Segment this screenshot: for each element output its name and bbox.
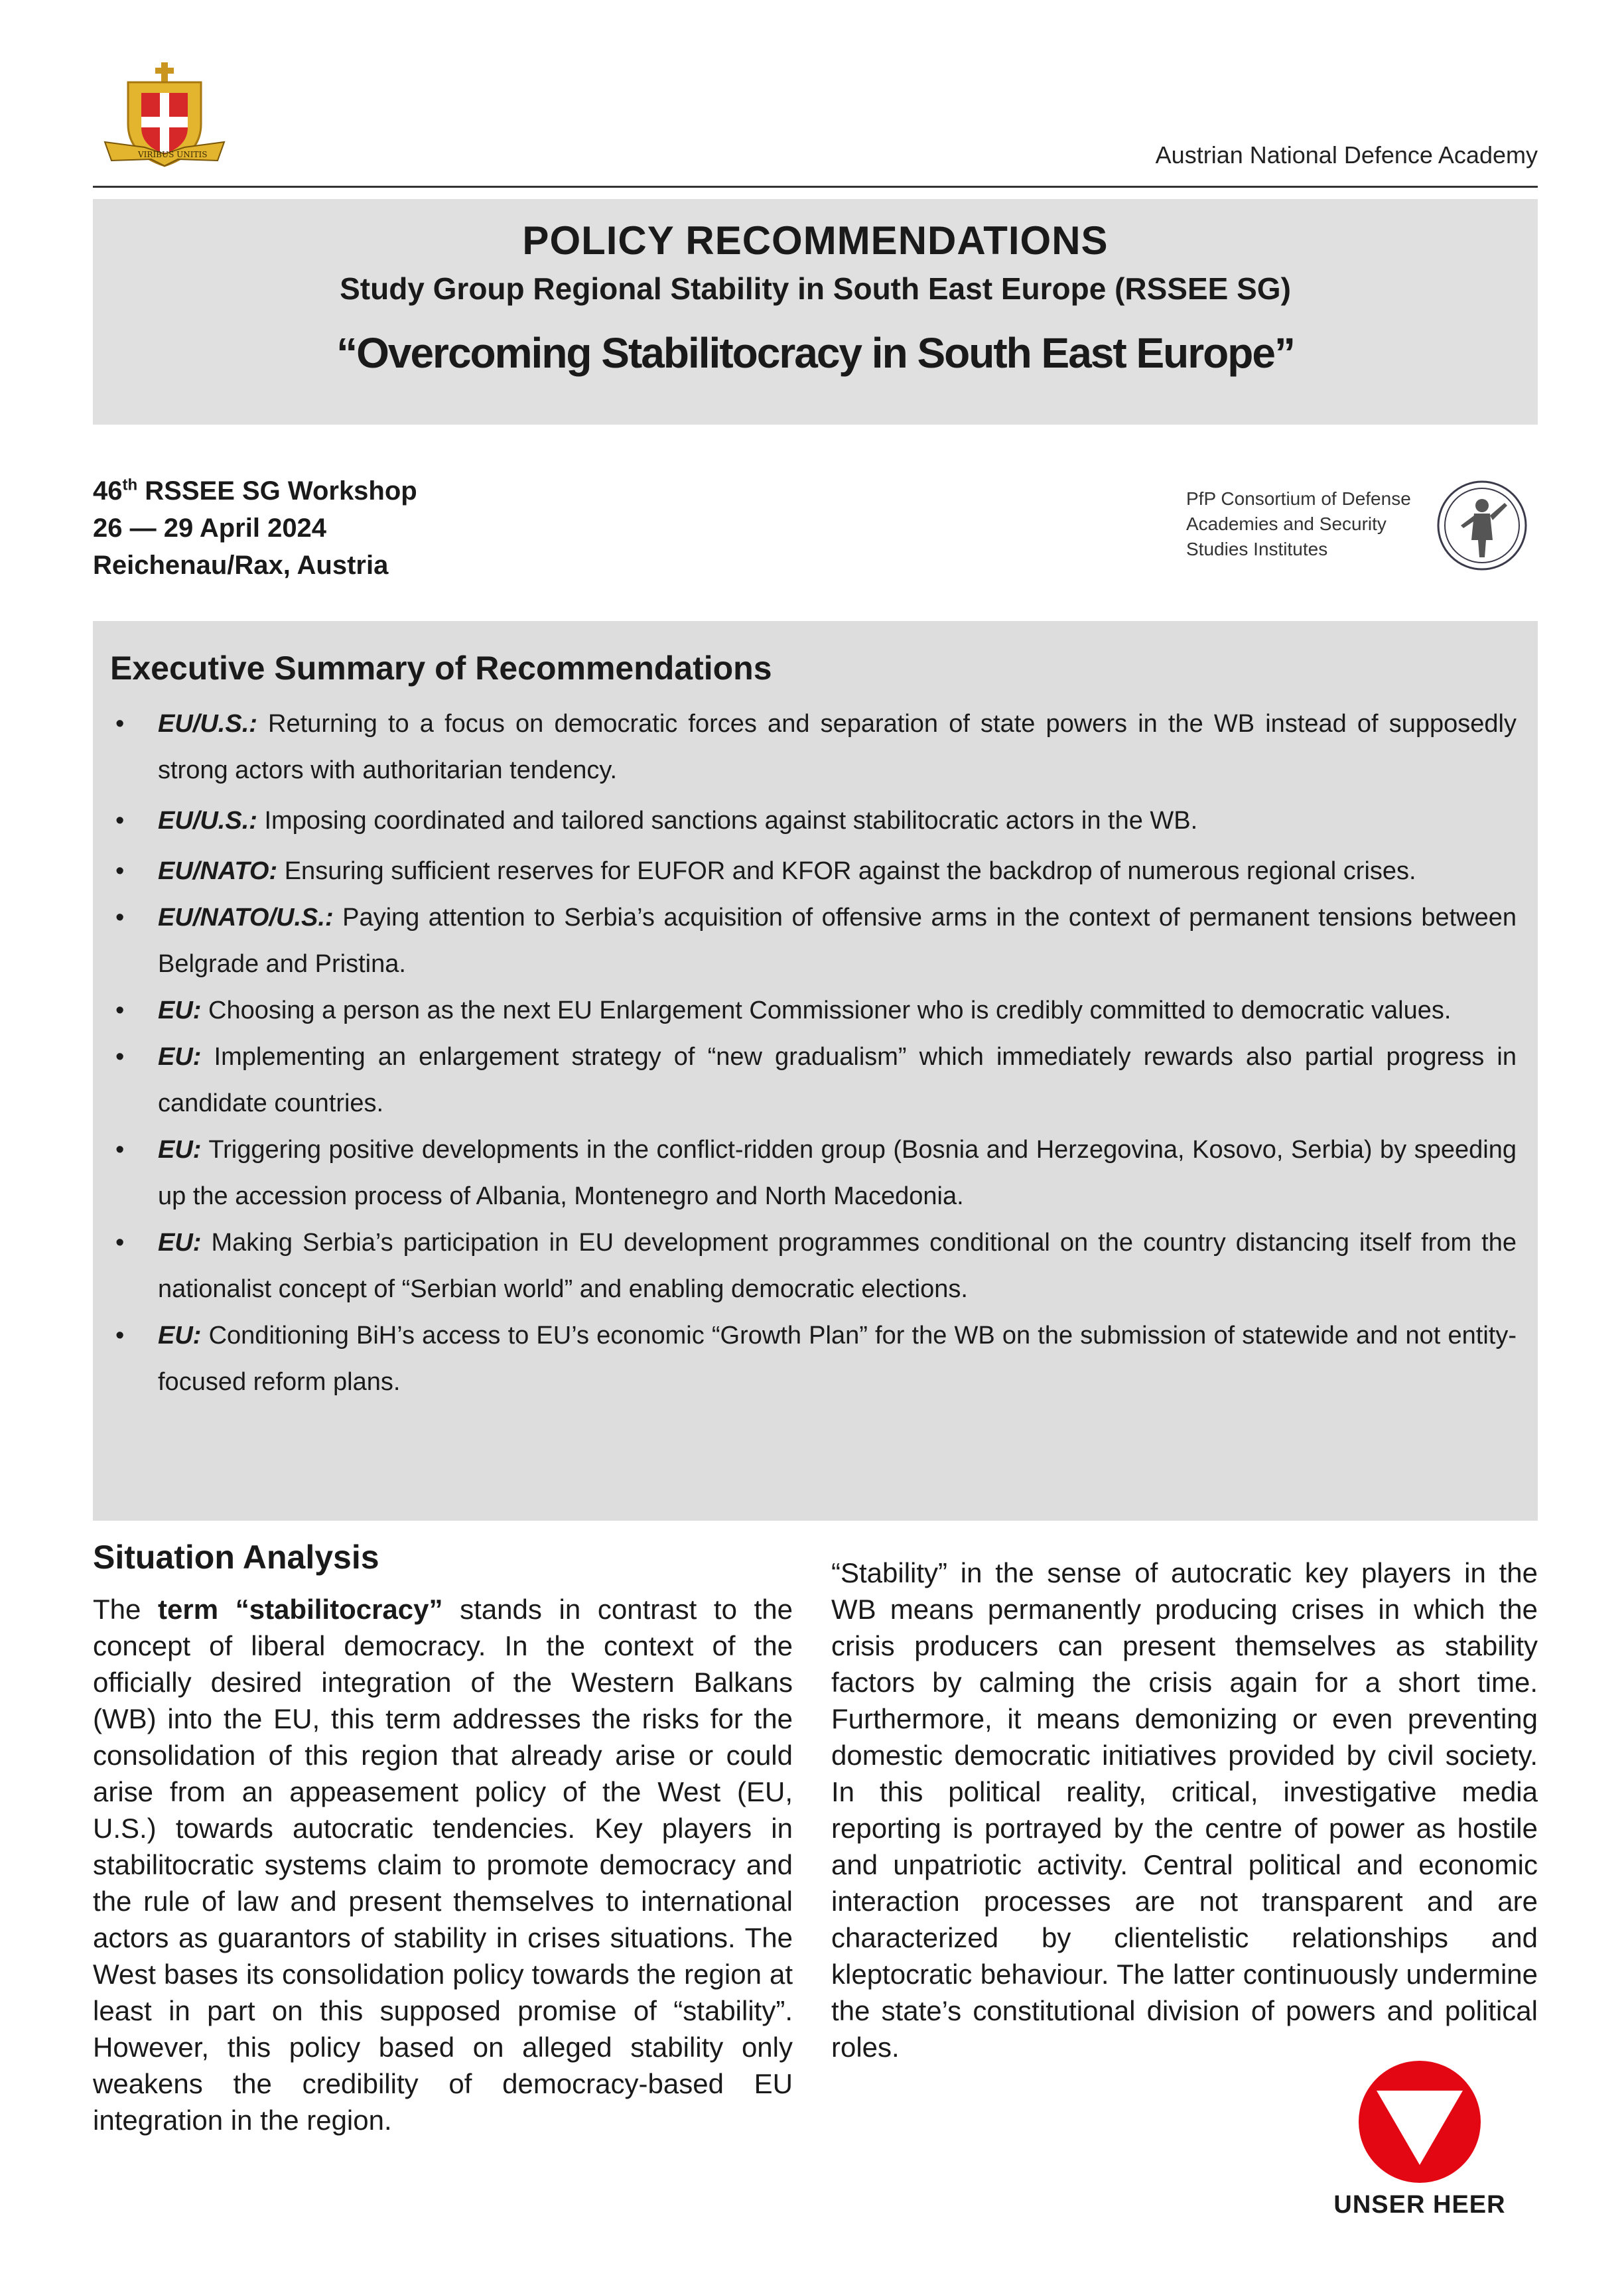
bullet: • [115, 710, 125, 738]
bullet: • [115, 857, 125, 885]
bullet: • [115, 1229, 125, 1257]
bullet: • [115, 1322, 125, 1350]
recommendation-actor: EU/NATO: [158, 857, 278, 885]
executive-summary-box [93, 621, 1538, 1521]
recommendation-item [110, 1127, 1517, 1219]
army-label: UNSER HEER [1333, 2191, 1506, 2219]
workshop-name-line [93, 472, 417, 510]
recommendation-actor: EU: [158, 997, 202, 1024]
recommendation-text: Triggering positive developments in the conflict-ridden group (Bosnia and Herzegovina, Kosovo, Serbia) by speeding up the accession process of Albania, Montenegro and North Macedonia. [158, 1136, 1517, 1210]
recommendation-actor: EU/U.S.: [158, 807, 257, 835]
bullet: • [115, 807, 125, 835]
title-box [93, 199, 1538, 425]
recommendation-text: Paying attention to Serbia’s acquisition of offensive arms in the context of permanent tensions between Belgrade and Pristina. [158, 904, 1517, 978]
recommendation-item [110, 894, 1517, 987]
workshop-theme: “Overcoming Stabilitocracy in South East Europe” [336, 329, 1294, 377]
header-rule [93, 186, 1538, 188]
bullet: • [115, 1043, 125, 1071]
recommendation-item [110, 701, 1517, 794]
bullet: • [115, 997, 125, 1024]
workshop-location: Reichenau/Rax, Austria [93, 551, 389, 580]
situation-analysis-right-column: “Stability” in the sense of autocratic key players in the WB means permanently producing crises in which the crisis producers can present themselves as stability factors by calming the crisis again for a short time. Furthermore, it means demonizing or even preventing domestic democratic initiatives provided by civil society. In this political reality, critical, investigative media reporting is portrayed by the centre of power as hostile and unpatriotic activity. Central political and economic interaction processes are not transparent and are characterized by clientelistic relationships and kleptocratic behaviour. The latter continuously undermine the state’s constitutional division of powers and political roles. [831, 1557, 1538, 2063]
recommendation-text: Ensuring sufficient reserves for EUFOR and KFOR against the backdrop of numerous regional crises. [277, 857, 1416, 885]
academy-name: Austrian National Defence Academy [1155, 141, 1538, 169]
recommendation-actor: EU: [158, 1322, 202, 1350]
recommendation-actor: EU/U.S.: [158, 710, 257, 738]
recommendation-text: Choosing a person as the next EU Enlargement Commissioner who is credibly committed to democratic values. [201, 997, 1452, 1024]
paragraph-lead: The [93, 1594, 159, 1625]
recommendation-item [110, 1034, 1517, 1127]
recommendation-item [110, 1312, 1517, 1405]
academy-crest [98, 61, 231, 174]
pfp-line-3: Studies Institutes [1186, 539, 1328, 559]
recommendation-item [110, 848, 1517, 894]
recommendation-text: Conditioning BiH’s access to EU’s economic “Growth Plan” for the WB on the submission of statewide and not entity-focused reform plans. [158, 1322, 1517, 1396]
highlighted-term: term “stabilitocracy” [158, 1594, 443, 1625]
pfp-line-1: PfP Consortium of Defense [1186, 488, 1411, 509]
recommendation-item [110, 1219, 1517, 1312]
crest-motto: VIRIBUS UNITIS [138, 150, 208, 159]
workshop-info [93, 472, 417, 584]
bullet: • [115, 904, 125, 932]
recommendation-actor: EU: [158, 1229, 202, 1257]
situation-analysis-left-column [93, 1591, 793, 2138]
recommendation-text: Imposing coordinated and tailored sanctions against stabilitocratic actors in the WB. [257, 807, 1198, 835]
recommendation-actor: EU: [158, 1043, 202, 1071]
bullet: • [115, 1136, 125, 1164]
recommendation-text: Making Serbia’s participation in EU development programmes conditional on the country distancing itself from the nationalist concept of “Serbian world” and enabling democratic elections. [158, 1229, 1517, 1303]
paragraph-text: stands in contrast to the concept of liberal democracy. In the context of the officially desired integration of the Western Balkans (WB) into the EU, this term addresses the risks for the consolidation of this region that already arise or could arise from an appeasement policy of the West (EU, U.S.) towards autocratic tendencies. Key players in stabilitocratic systems claim to promote democracy and the rule of law and present themselves to international actors as guarantors of stability in crises situations. The West bases its consolidation policy towards the region at least in part on this supposed promise of “stability”. However, this policy based on alleged stability only weakens the credibility of democracy-based EU integration in the region. [93, 1594, 793, 2136]
pfp-consortium-text [1186, 486, 1411, 562]
recommendation-item [110, 987, 1517, 1034]
document-title: POLICY RECOMMENDATIONS [522, 218, 1109, 263]
recommendation-text: Returning to a focus on democratic forces and separation of state powers in the WB instead of supposedly strong actors with authoritarian tendency. [158, 710, 1517, 784]
situation-analysis-heading: Situation Analysis [93, 1539, 379, 1576]
workshop-number: 46 [93, 476, 123, 506]
recommendation-text: Implementing an enlargement strategy of “new gradualism” which immediately rewards also partial progress in candidate countries. [158, 1043, 1517, 1117]
recommendations-list [110, 701, 1517, 1405]
study-group-subtitle: Study Group Regional Stability in South East Europe (RSSEE SG) [340, 271, 1291, 306]
workshop-ordinal: th [122, 476, 138, 494]
army-triangle-logo-icon [1350, 2059, 1489, 2185]
recommendation-actor: EU/NATO/U.S.: [158, 904, 334, 932]
workshop-dates: 26 — 29 April 2024 [93, 514, 327, 543]
recommendation-actor: EU: [158, 1136, 202, 1164]
pfp-seal-icon [1436, 479, 1528, 572]
pfp-line-2: Academies and Security [1186, 514, 1387, 534]
recommendation-item [110, 798, 1517, 844]
executive-summary-heading: Executive Summary of Recommendations [110, 650, 772, 687]
workshop-name: RSSEE SG Workshop [145, 476, 417, 506]
